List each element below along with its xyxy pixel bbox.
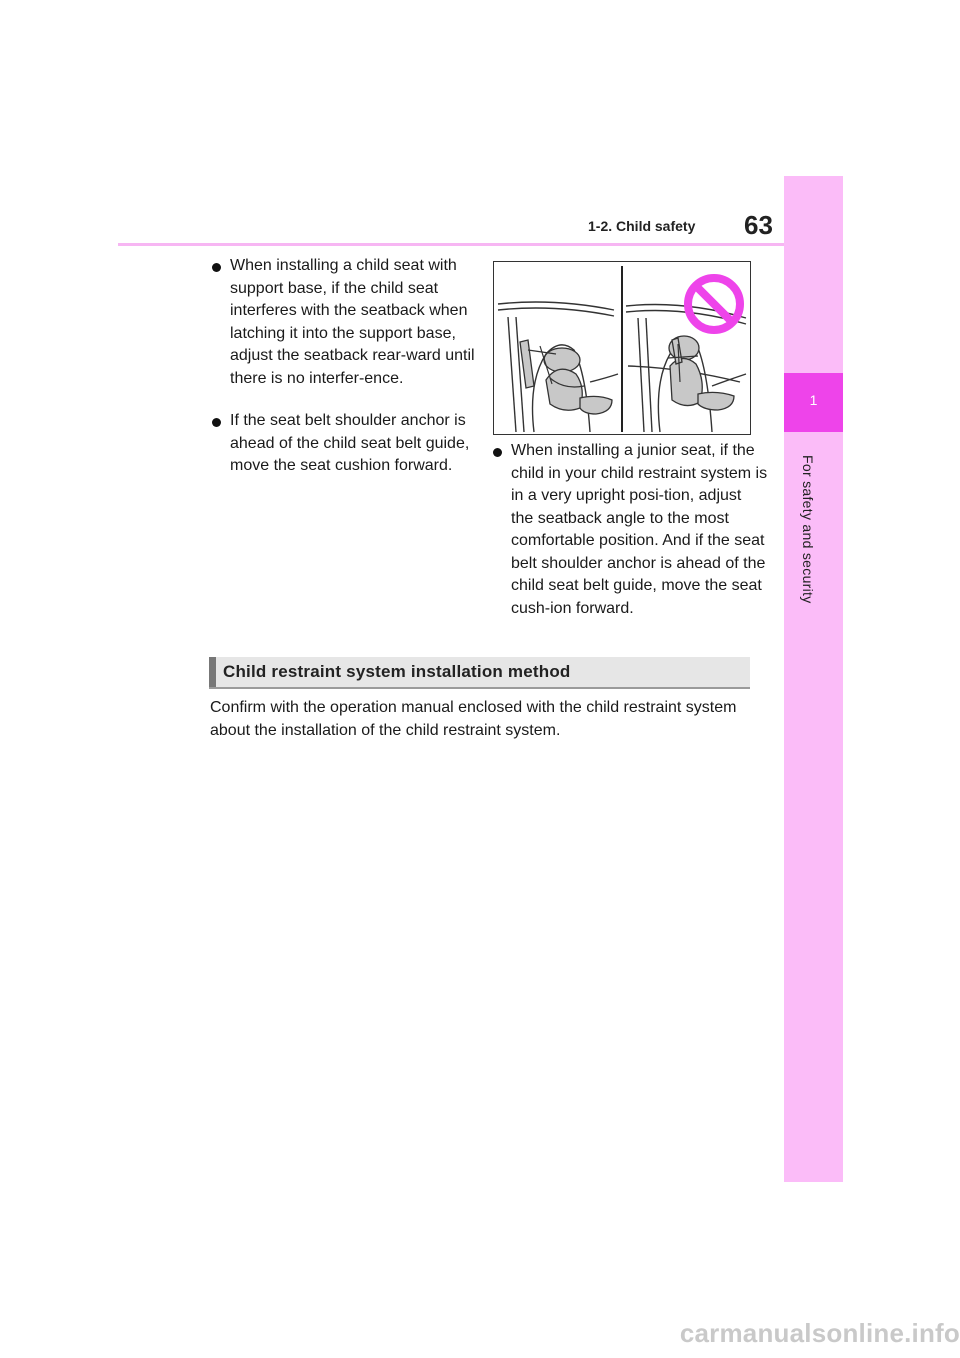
- bullet-item-support-base: [212, 255, 485, 390]
- bullet-dot-icon: [212, 418, 221, 427]
- bullet-dot-icon: [493, 448, 502, 457]
- section-body-paragraph: Confirm with the operation manual enclosed with the child restraint system about the installation of the child restraint system.: [210, 699, 737, 739]
- prohibited-icon: [688, 278, 740, 330]
- bullet-item-junior-seat: [493, 440, 768, 620]
- junior-seat-illustration: [493, 261, 751, 435]
- bullet-dot-icon: [212, 263, 221, 272]
- watermark: carmanualsonline.info: [679, 1318, 960, 1348]
- bullet-text: If the seat belt shoulder anchor is ahead of the child seat belt guide, move the seat cushion forward.: [230, 412, 470, 474]
- section-heading-title: Child restraint system installation method: [223, 662, 571, 681]
- header-section-title: 1-2. Child safety: [588, 218, 696, 234]
- side-tab-label: For safety and security: [800, 455, 816, 604]
- side-tab-number: 1: [809, 392, 818, 408]
- bullet-text: When installing a junior seat, if the child in your child restraint system is in a very upright posi-tion, adjust the seatback angle to the most comfortable position. And if the seat belt shoulder anchor is ahead of the child seat belt guide, move the seat cush-ion forward.: [511, 442, 768, 617]
- section-heading-bar: [209, 657, 216, 687]
- page-number: 63: [744, 210, 773, 240]
- bullet-text: When installing a child seat with support base, if the child seat interferes with the seatback when latching it into the support base, adjust the seatback rear-ward until there is no interfer-ence.: [230, 257, 475, 387]
- junior-seat-drawing: [494, 262, 750, 434]
- section-heading: [209, 657, 750, 689]
- header-rule: [118, 243, 784, 246]
- bullet-item-shoulder-anchor: [212, 410, 485, 478]
- side-tab: [784, 176, 843, 1182]
